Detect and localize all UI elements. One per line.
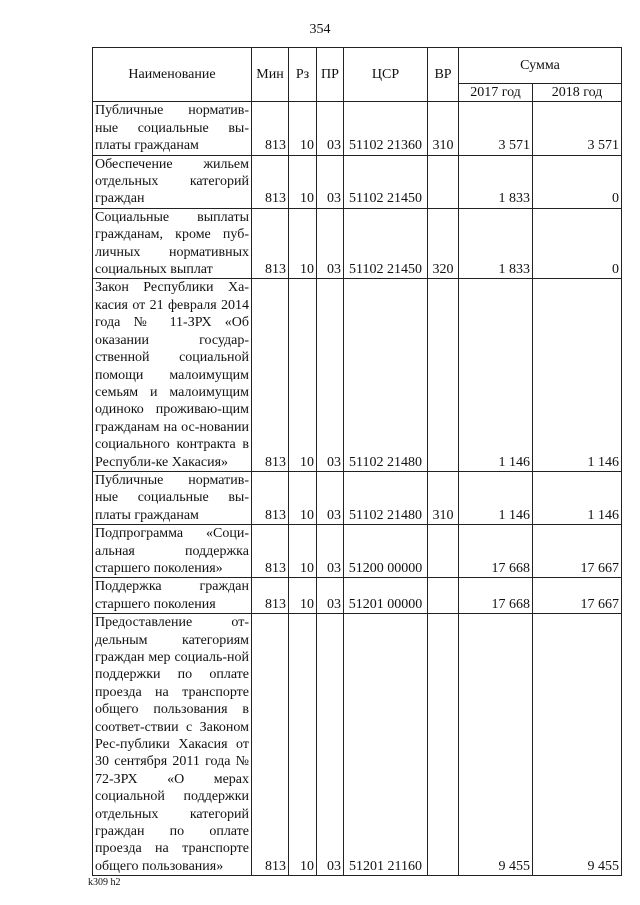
row-min: 813 xyxy=(252,279,289,471)
row-2018: 17 667 xyxy=(533,525,622,578)
header-year-2018: 2018 год xyxy=(533,84,622,102)
row-pr: 03 xyxy=(317,155,344,208)
row-csr: 51102 21480 xyxy=(344,471,428,524)
row-vr xyxy=(428,578,459,614)
row-rz: 10 xyxy=(289,102,317,155)
row-2018: 1 146 xyxy=(533,471,622,524)
row-2018: 1 146 xyxy=(533,279,622,471)
row-vr: 320 xyxy=(428,208,459,279)
header-rz: Рз xyxy=(289,48,317,102)
row-min: 813 xyxy=(252,155,289,208)
row-csr: 51201 21160 xyxy=(344,614,428,876)
row-csr: 51200 00000 xyxy=(344,525,428,578)
header-sum: Сумма xyxy=(459,48,622,84)
table-row xyxy=(93,279,622,471)
row-min: 813 xyxy=(252,471,289,524)
row-rz: 10 xyxy=(289,471,317,524)
row-min: 813 xyxy=(252,525,289,578)
row-2018: 0 xyxy=(533,155,622,208)
row-csr: 51102 21480 xyxy=(344,279,428,471)
header-vr: ВР xyxy=(428,48,459,102)
row-2017: 9 455 xyxy=(459,614,533,876)
table-row xyxy=(93,155,622,208)
row-vr: 310 xyxy=(428,471,459,524)
row-rz: 10 xyxy=(289,525,317,578)
row-2017: 1 146 xyxy=(459,279,533,471)
row-name: Закон Республики Ха-касия от 21 февраля 2014 года № 11-ЗРХ «Об оказании государ-ственной социальной помощи малоимущим семьям и малоимущим одиноко проживаю-щим гражданам на ос-новании социального контракта в Республи-ке Хакасия» xyxy=(93,279,252,471)
row-csr: 51102 21450 xyxy=(344,208,428,279)
row-name: Обеспечение жильем отдельных категорий граждан xyxy=(93,155,252,208)
row-2017: 3 571 xyxy=(459,102,533,155)
row-rz: 10 xyxy=(289,208,317,279)
row-min: 813 xyxy=(252,208,289,279)
row-vr xyxy=(428,525,459,578)
row-min: 813 xyxy=(252,102,289,155)
footer-code: k309 h2 xyxy=(88,877,121,888)
table-row xyxy=(93,471,622,524)
header-csr: ЦСР xyxy=(344,48,428,102)
table-row xyxy=(93,208,622,279)
row-2018: 9 455 xyxy=(533,614,622,876)
row-rz: 10 xyxy=(289,155,317,208)
row-name: Социальные выплаты гражданам, кроме пуб-личных нормативных социальных выплат xyxy=(93,208,252,279)
table-row xyxy=(93,614,622,876)
row-min: 813 xyxy=(252,614,289,876)
row-name: Публичные норматив-ные социальные вы-платы гражданам xyxy=(93,102,252,155)
row-name: Поддержка граждан старшего поколения xyxy=(93,578,252,614)
header-year-2017: 2017 год xyxy=(459,84,533,102)
row-pr: 03 xyxy=(317,471,344,524)
row-name: Предоставление от-дельным категориям граждан мер социаль-ной поддержки по оплате проезда на транспорте общего пользования в соответ-ствии с Законом Рес-публики Хакасия от 30 сентября 2011 года № 72-ЗРХ «О мерах социальной поддержки отдельных категорий граждан по оплате проезда на транспорте общего пользования» xyxy=(93,614,252,876)
row-2017: 1 146 xyxy=(459,471,533,524)
row-name: Публичные норматив-ные социальные вы-платы гражданам xyxy=(93,471,252,524)
table-row xyxy=(93,102,622,155)
row-min: 813 xyxy=(252,578,289,614)
row-csr: 51102 21360 xyxy=(344,102,428,155)
table-row xyxy=(93,525,622,578)
row-pr: 03 xyxy=(317,525,344,578)
row-rz: 10 xyxy=(289,578,317,614)
header-pr: ПР xyxy=(317,48,344,102)
budget-table xyxy=(92,47,622,876)
row-rz: 10 xyxy=(289,279,317,471)
row-pr: 03 xyxy=(317,578,344,614)
row-vr xyxy=(428,614,459,876)
row-2017: 17 668 xyxy=(459,578,533,614)
row-rz: 10 xyxy=(289,614,317,876)
row-csr: 51201 00000 xyxy=(344,578,428,614)
row-2017: 1 833 xyxy=(459,208,533,279)
row-2018: 3 571 xyxy=(533,102,622,155)
row-vr xyxy=(428,155,459,208)
row-pr: 03 xyxy=(317,102,344,155)
page-number: 354 xyxy=(309,22,331,37)
row-2018: 17 667 xyxy=(533,578,622,614)
row-vr: 310 xyxy=(428,102,459,155)
row-pr: 03 xyxy=(317,208,344,279)
row-vr xyxy=(428,279,459,471)
row-name: Подпрограмма «Соци-альная поддержка старшего поколения» xyxy=(93,525,252,578)
header-name: Наименование xyxy=(93,48,252,102)
header-min: Мин xyxy=(252,48,289,102)
row-csr: 51102 21450 xyxy=(344,155,428,208)
row-2017: 17 668 xyxy=(459,525,533,578)
row-2017: 1 833 xyxy=(459,155,533,208)
row-pr: 03 xyxy=(317,279,344,471)
row-2018: 0 xyxy=(533,208,622,279)
row-pr: 03 xyxy=(317,614,344,876)
table-row xyxy=(93,578,622,614)
